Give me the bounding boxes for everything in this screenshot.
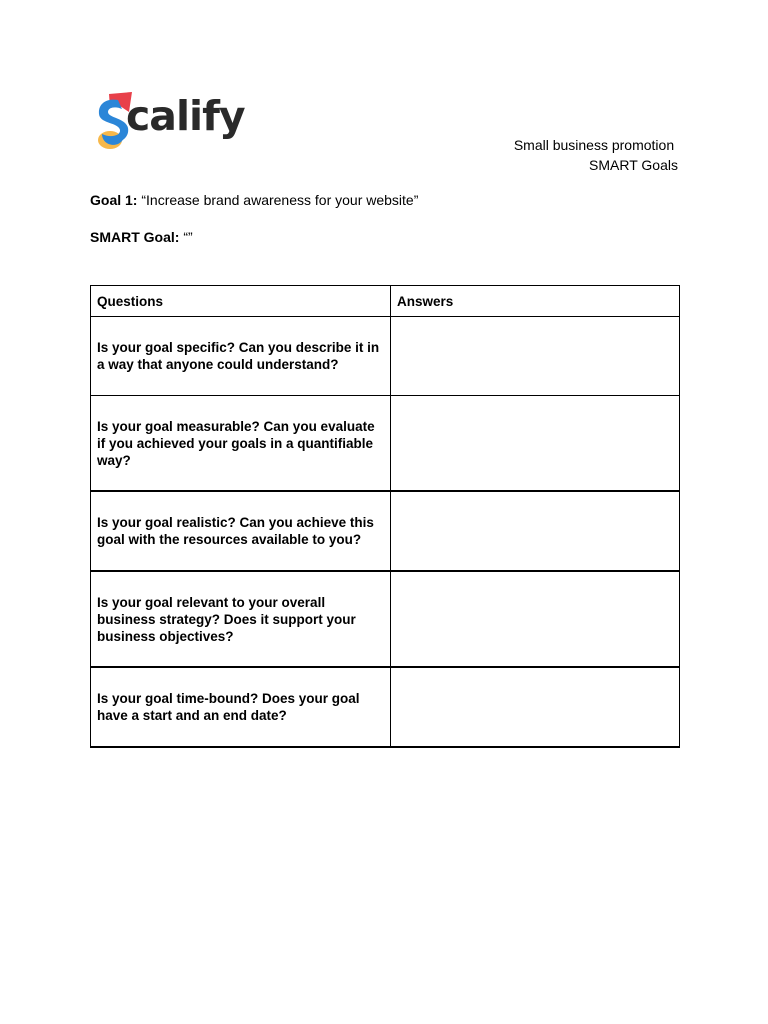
- table-row: [91, 396, 680, 492]
- table-row: [91, 491, 680, 571]
- goal-1-line: [90, 191, 418, 209]
- question-realistic: Is your goal realistic? Can you achieve this goal with the resources available to you?: [91, 491, 391, 571]
- goal-1-label: Goal 1:: [90, 192, 138, 208]
- answer-relevant[interactable]: [391, 571, 680, 667]
- question-relevant: Is your goal relevant to your overall business strategy? Does it support your business objectives?: [91, 571, 391, 667]
- answer-specific[interactable]: [391, 317, 680, 396]
- header-title: SMART Goals: [589, 157, 678, 173]
- answer-realistic[interactable]: [391, 491, 680, 571]
- question-specific: Is your goal specific? Can you describe it in a way that anyone could understand?: [91, 317, 391, 396]
- goal-1-value: “Increase brand awareness for your website”: [137, 192, 419, 208]
- califycompany-logo: [96, 92, 246, 152]
- question-measurable: Is your goal measurable? Can you evaluate if you achieved your goals in a quantifiable way?: [91, 396, 391, 492]
- smart-goal-line: [90, 228, 193, 246]
- smart-questions-table: [90, 285, 680, 748]
- answer-measurable[interactable]: [391, 396, 680, 492]
- table-row: [91, 317, 680, 396]
- questions-column-header: Questions: [91, 286, 391, 317]
- table-row: [91, 667, 680, 747]
- answers-column-header: Answers: [391, 286, 680, 317]
- table-row: [91, 571, 680, 667]
- smart-goal-value: “”: [179, 229, 193, 245]
- header-subtitle: Small business promotion: [513, 137, 678, 153]
- document-header: [514, 135, 678, 175]
- question-time-bound: Is your goal time-bound? Does your goal have a start and an end date?: [91, 667, 391, 747]
- logo-wordmark: calify: [126, 92, 245, 140]
- smart-goal-label: SMART Goal:: [90, 229, 180, 245]
- table-header-row: [91, 286, 680, 317]
- answer-time-bound[interactable]: [391, 667, 680, 747]
